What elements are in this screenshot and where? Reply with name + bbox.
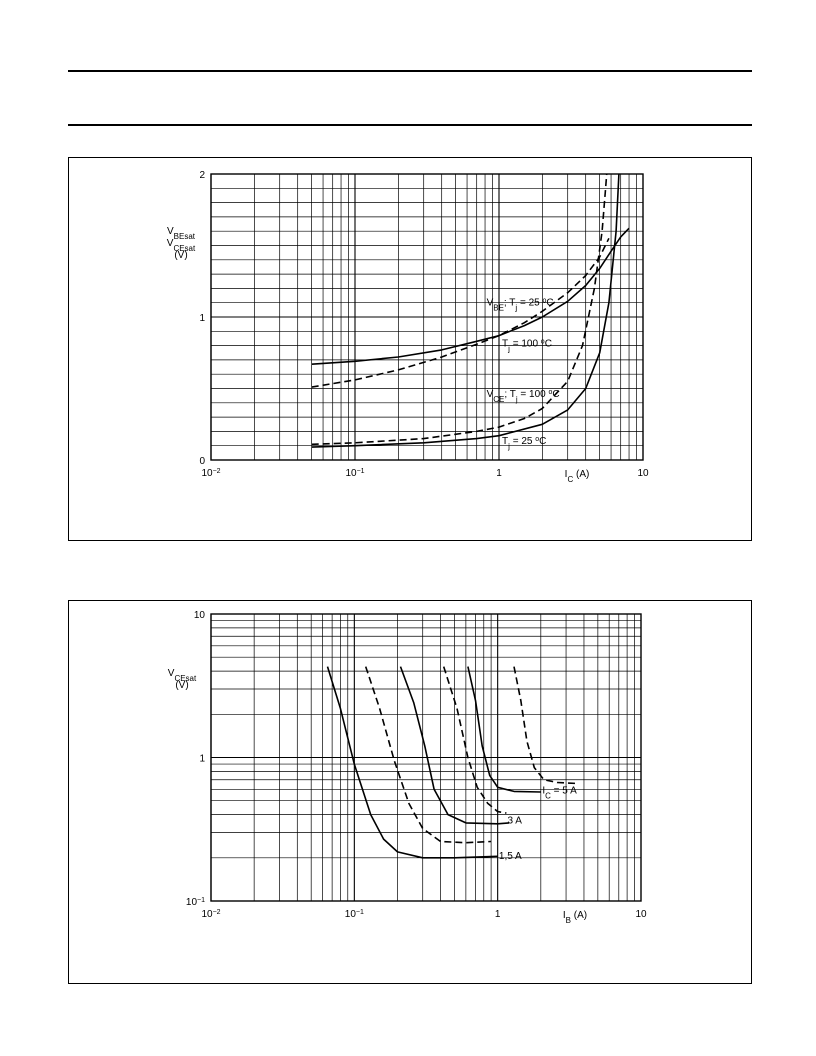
- curve-label: $V_{CE}$; $T_j = 100$ $^o$C: [486, 388, 560, 404]
- series-1-curve: [366, 667, 491, 843]
- y-tick-label: 10: [193, 610, 205, 621]
- x-tick-label: $10^{-1}$: [345, 467, 365, 479]
- y-tick-label: 0: [199, 456, 205, 467]
- y-axis-label: [168, 668, 197, 691]
- top-rule: [68, 70, 752, 72]
- y-axis-label-line: $V_{CEsat}$: [167, 668, 197, 683]
- x-tick-label: 10: [637, 468, 649, 479]
- curve-label: $T_j = 100$ $^o$C: [502, 338, 552, 354]
- y-tick-label: 2: [199, 170, 205, 181]
- y-tick-label: 1: [199, 753, 205, 765]
- y-tick-label: 1: [199, 313, 205, 324]
- series-2-curve: [312, 174, 607, 444]
- x-tick-label: 1: [494, 909, 501, 920]
- y-axis-label: [167, 226, 196, 261]
- plot-area: [211, 174, 643, 460]
- x-tick-label: 1: [496, 468, 502, 479]
- x-axis-label: $I_B$ (A): [562, 910, 588, 925]
- chart-panel-vcesat-vs-ib: [68, 600, 752, 984]
- curve-label: $I_C = 5$ A: [542, 785, 577, 800]
- series-3-curve: [444, 667, 507, 814]
- grid: [211, 174, 643, 460]
- y-tick-label: $10^{-1}$: [185, 896, 205, 908]
- y-axis-label-line: (V): [174, 250, 188, 261]
- x-tick-label: $10^{-2}$: [201, 908, 221, 920]
- y-axis-label-line: $V_{CEsat}$: [166, 238, 196, 253]
- y-axis-label-line: $V_{BEsat}$: [166, 226, 196, 241]
- curve-label: $V_{BE}$; $T_j = 25$ $^o$C: [486, 296, 554, 312]
- x-tick-label: $10^{-2}$: [201, 467, 221, 479]
- chart-vcesat-vs-base-current: [69, 601, 751, 983]
- series-4-curve: [468, 667, 541, 792]
- series-1-curve: [312, 238, 609, 387]
- curve-label: 1,5 A: [498, 850, 522, 862]
- series-0-curve: [328, 667, 498, 858]
- series-3-curve: [312, 174, 619, 447]
- plot-area: [211, 614, 641, 901]
- series-0-curve: [312, 228, 629, 364]
- curve-label: $T_j = 25$ $^o$C: [502, 435, 547, 451]
- chart-panel-saturation-vs-ic: [68, 157, 752, 541]
- header-rule: [68, 124, 752, 126]
- x-tick-label: $10^{-1}$: [344, 908, 364, 920]
- y-axis-label-line: (V): [175, 680, 189, 691]
- x-axis-label: $I_C$ (A): [564, 469, 590, 484]
- curve-label: 3 A: [507, 815, 522, 827]
- x-tick-label: 10: [635, 909, 647, 920]
- chart-saturation-voltage-vs-collector-current: [69, 158, 751, 540]
